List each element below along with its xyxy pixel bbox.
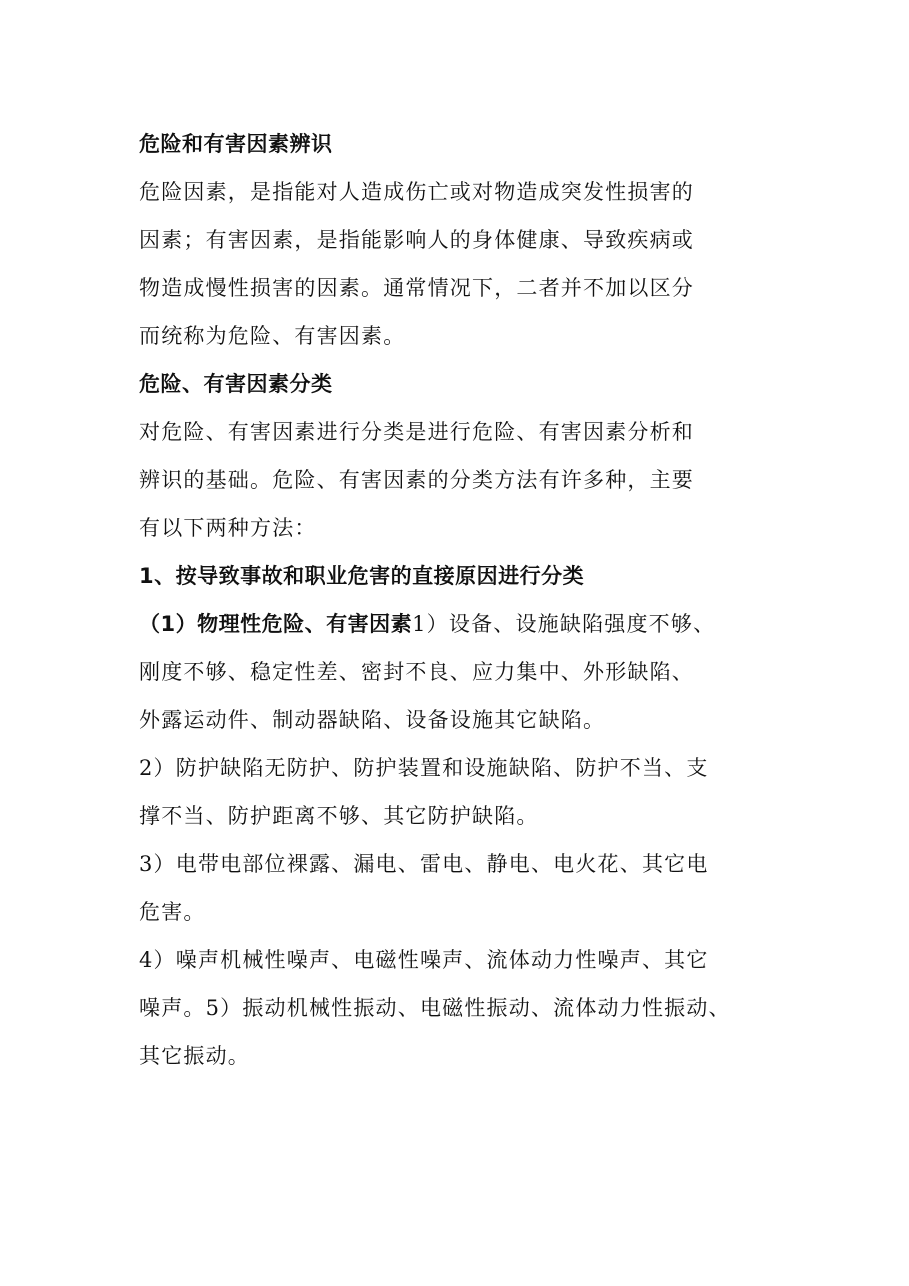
- paragraph-protection-defects: [139, 744, 789, 840]
- text-line: 2）防护缺陷无防护、防护装置和设施缺陷、防护不当、支: [139, 756, 709, 780]
- text-line: 4）噪声机械性噪声、电磁性噪声、流体动力性噪声、其它: [139, 948, 709, 972]
- text-line: 而统称为危险、有害因素。: [139, 324, 406, 348]
- text-line: 对危险、有害因素进行分类是进行危险、有害因素分析和: [139, 420, 694, 444]
- section-heading-hazard-classification: 危险、有害因素分类: [139, 372, 333, 396]
- paragraph-physical-hazards: [139, 600, 789, 744]
- text-line: 撑不当、防护距离不够、其它防护缺陷。: [139, 804, 539, 828]
- physical-hazards-item-1-start: 1）设备、设施缺陷强度不够、: [412, 612, 716, 636]
- text-line: 刚度不够、稳定性差、密封不良、应力集中、外形缺陷、: [139, 660, 694, 684]
- text-line: 有以下两种方法：: [139, 516, 317, 540]
- text-line: 物造成慢性损害的因素。通常情况下，二者并不加以区分: [139, 276, 694, 300]
- text-line: [139, 600, 789, 648]
- text-line: 外露运动件、制动器缺陷、设备设施其它缺陷。: [139, 708, 606, 732]
- paragraph-noise-vibration: [139, 936, 789, 1080]
- text-line: 其它振动。: [139, 1044, 250, 1068]
- paragraph-electrical-hazards: [139, 840, 789, 936]
- text-line: 因素；有害因素，是指能影响人的身体健康、导致疾病或: [139, 228, 694, 252]
- document-content: [139, 120, 789, 1080]
- physical-hazards-label: （1）物理性危险、有害因素: [139, 612, 413, 636]
- text-line: 辨识的基础。危险、有害因素的分类方法有许多种，主要: [139, 468, 694, 492]
- text-line: 危险因素，是指能对人造成伤亡或对物造成突发性损害的: [139, 180, 694, 204]
- text-line: 噪声。5）振动机械性振动、电磁性振动、流体动力性振动、: [139, 996, 731, 1020]
- section-heading-hazard-identification: 危险和有害因素辨识: [139, 132, 333, 156]
- text-line: 3）电带电部位裸露、漏电、雷电、静电、电火花、其它电: [139, 852, 709, 876]
- paragraph-classification-intro: [139, 408, 789, 552]
- text-line: 危害。: [139, 900, 206, 924]
- section-heading-direct-causes: 1、按导致事故和职业危害的直接原因进行分类: [139, 564, 585, 588]
- paragraph-hazard-definition: [139, 168, 789, 360]
